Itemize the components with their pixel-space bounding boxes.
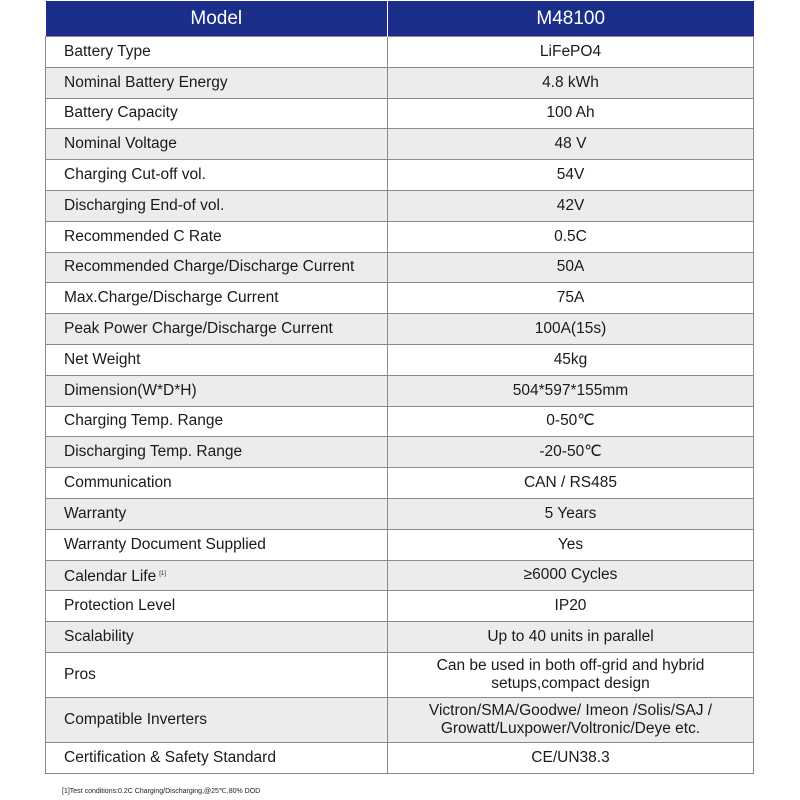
row-value: 45kg xyxy=(388,344,754,375)
row-label: Peak Power Charge/Discharge Current xyxy=(46,314,388,345)
row-value: 0.5C xyxy=(388,221,754,252)
row-value: IP20 xyxy=(388,591,754,622)
row-label: Nominal Voltage xyxy=(46,129,388,160)
row-label: Pros xyxy=(46,652,388,697)
row-value: 50A xyxy=(388,252,754,283)
row-label: Certification & Safety Standard xyxy=(46,742,388,773)
row-label: Warranty Document Supplied xyxy=(46,529,388,560)
row-value: 100A(15s) xyxy=(388,314,754,345)
row-label: Charging Temp. Range xyxy=(46,406,388,437)
row-value: LiFePO4 xyxy=(388,37,754,68)
row-value: 42V xyxy=(388,190,754,221)
row-label: Warranty xyxy=(46,498,388,529)
table-row xyxy=(46,437,754,468)
table-row xyxy=(46,344,754,375)
row-label: Net Weight xyxy=(46,344,388,375)
table-row xyxy=(46,67,754,98)
row-label: Communication xyxy=(46,468,388,499)
row-label: Battery Capacity xyxy=(46,98,388,129)
row-label-cell xyxy=(46,560,388,591)
row-label: Recommended C Rate xyxy=(46,221,388,252)
row-value-cell xyxy=(388,652,754,697)
row-value: ≥6000 Cycles xyxy=(388,560,754,591)
table-row xyxy=(46,560,754,591)
row-value-line: Can be used in both off-grid and hybrid xyxy=(436,656,705,674)
row-value-line: setups,compact design xyxy=(491,674,650,692)
row-value: CE/UN38.3 xyxy=(388,742,754,773)
table-row xyxy=(46,283,754,314)
row-value: CAN / RS485 xyxy=(388,468,754,499)
row-label: Protection Level xyxy=(46,591,388,622)
footnote-marker: [1] xyxy=(159,570,166,577)
row-value: Yes xyxy=(388,529,754,560)
row-label: Recommended Charge/Discharge Current xyxy=(46,252,388,283)
table-row xyxy=(46,190,754,221)
row-value: -20-50℃ xyxy=(388,437,754,468)
table-header-row xyxy=(46,1,754,37)
table-row xyxy=(46,742,754,773)
footnote: [1]Test conditions:0.2C Charging/Discharging,@25℃,80% DOD xyxy=(62,788,261,795)
table-row xyxy=(46,591,754,622)
row-value: 504*597*155mm xyxy=(388,375,754,406)
spec-table xyxy=(45,1,754,774)
table-row xyxy=(46,652,754,697)
table-row xyxy=(46,375,754,406)
table-row xyxy=(46,314,754,345)
row-label: Nominal Battery Energy xyxy=(46,67,388,98)
table-row xyxy=(46,221,754,252)
table-row xyxy=(46,498,754,529)
row-value: 0-50℃ xyxy=(388,406,754,437)
header-model: M48100 xyxy=(388,1,754,37)
table-row xyxy=(46,622,754,653)
row-label: Discharging Temp. Range xyxy=(46,437,388,468)
table-row xyxy=(46,98,754,129)
row-value: 5 Years xyxy=(388,498,754,529)
table-row xyxy=(46,252,754,283)
row-label: Dimension(W*D*H) xyxy=(46,375,388,406)
row-value: 48 V xyxy=(388,129,754,160)
row-value: Up to 40 units in parallel xyxy=(388,622,754,653)
row-value-cell xyxy=(388,697,754,742)
row-label: Max.Charge/Discharge Current xyxy=(46,283,388,314)
header-label: Model xyxy=(46,1,388,37)
table-row xyxy=(46,468,754,499)
row-value: 54V xyxy=(388,160,754,191)
row-label: Battery Type xyxy=(46,37,388,68)
row-label: Calendar Life xyxy=(64,567,157,585)
table-row xyxy=(46,37,754,68)
table-row xyxy=(46,529,754,560)
table-row xyxy=(46,406,754,437)
table-row xyxy=(46,697,754,742)
row-label: Discharging End-of vol. xyxy=(46,190,388,221)
row-value: 75A xyxy=(388,283,754,314)
table-row xyxy=(46,160,754,191)
row-value: 4.8 kWh xyxy=(388,67,754,98)
row-label: Scalability xyxy=(46,622,388,653)
row-value: 100 Ah xyxy=(388,98,754,129)
table-row xyxy=(46,129,754,160)
row-value-line: Victron/SMA/Goodwe/ Imeon /Solis/SAJ / xyxy=(428,701,713,719)
row-label: Charging Cut-off vol. xyxy=(46,160,388,191)
row-label: Compatible Inverters xyxy=(46,697,388,742)
row-value-line: Growatt/Luxpower/Voltronic/Deye etc. xyxy=(440,719,701,737)
